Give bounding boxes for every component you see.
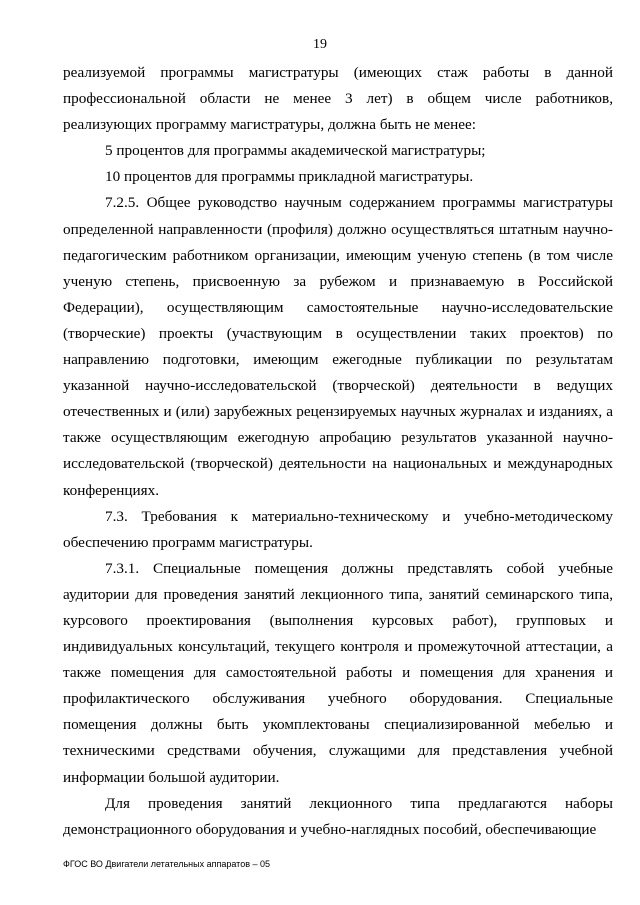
- paragraph-academic-masters-share: 5 процентов для программы академической магистратуры;: [105, 142, 486, 160]
- page-number: 19: [313, 37, 327, 52]
- paragraph-continuation: реализуемой программы магистратуры (имеющих стаж работы в данной профессиональной области не менее 3 лет) в общем числе работников, реализующих программу магистратуры, должна быть не менее:: [63, 64, 613, 134]
- paragraph-lecture-equipment: Для проведения занятий лекционного типа предлагаются наборы демонстрационного оборудования и учебно-наглядных пособий, обеспечивающие: [63, 794, 613, 838]
- page-footer: ФГОС ВО Двигатели летательных аппаратов – 05: [63, 859, 271, 869]
- paragraph-7-3: 7.3. Требования к материально-техническому и учебно-методическому обеспечению программ магистратуры.: [63, 507, 613, 551]
- document-body: [63, 60, 613, 843]
- paragraph-7-3-1: 7.3.1. Специальные помещения должны представлять собой учебные аудитории для проведения занятий лекционного типа, занятий семинарского типа, курсового проектирования (выполнения курсовых работ), групповых и индивидуальных консультаций, текущего контроля и промежуточной аттестации, а также помещения для самостоятельной работы и помещения для хранения и профилактического обслуживания учебного оборудования. Специальные помещения должны быть укомплектованы специализированной мебелью и техническими средствами обучения, служащими для представления учебной информации большой аудитории.: [63, 559, 613, 786]
- paragraph-7-2-5: 7.2.5. Общее руководство научным содержанием программы магистратуры определенной направленности (профиля) должно осуществляться штатным научно-педагогическим работником организации, имеющим ученую степень (в том числе ученую степень, присвоенную за рубежом и признаваемую в Российской Федерации), осуществляющим самостоятельные научно-исследовательские (творческие) проекты (участвующим в осуществлении таких проектов) по направлению подготовки, имеющим ежегодные публикации по результатам указанной научно-исследовательской (творческой) деятельности в ведущих отечественных и (или) зарубежных рецензируемых научных журналах и изданиях, а также осуществляющим ежегодную апробацию результатов указанной научно-исследовательской (творческой) деятельности на национальных и международных конференциях.: [63, 194, 613, 499]
- paragraph-applied-masters-share: 10 процентов для программы прикладной магистратуры.: [105, 168, 474, 186]
